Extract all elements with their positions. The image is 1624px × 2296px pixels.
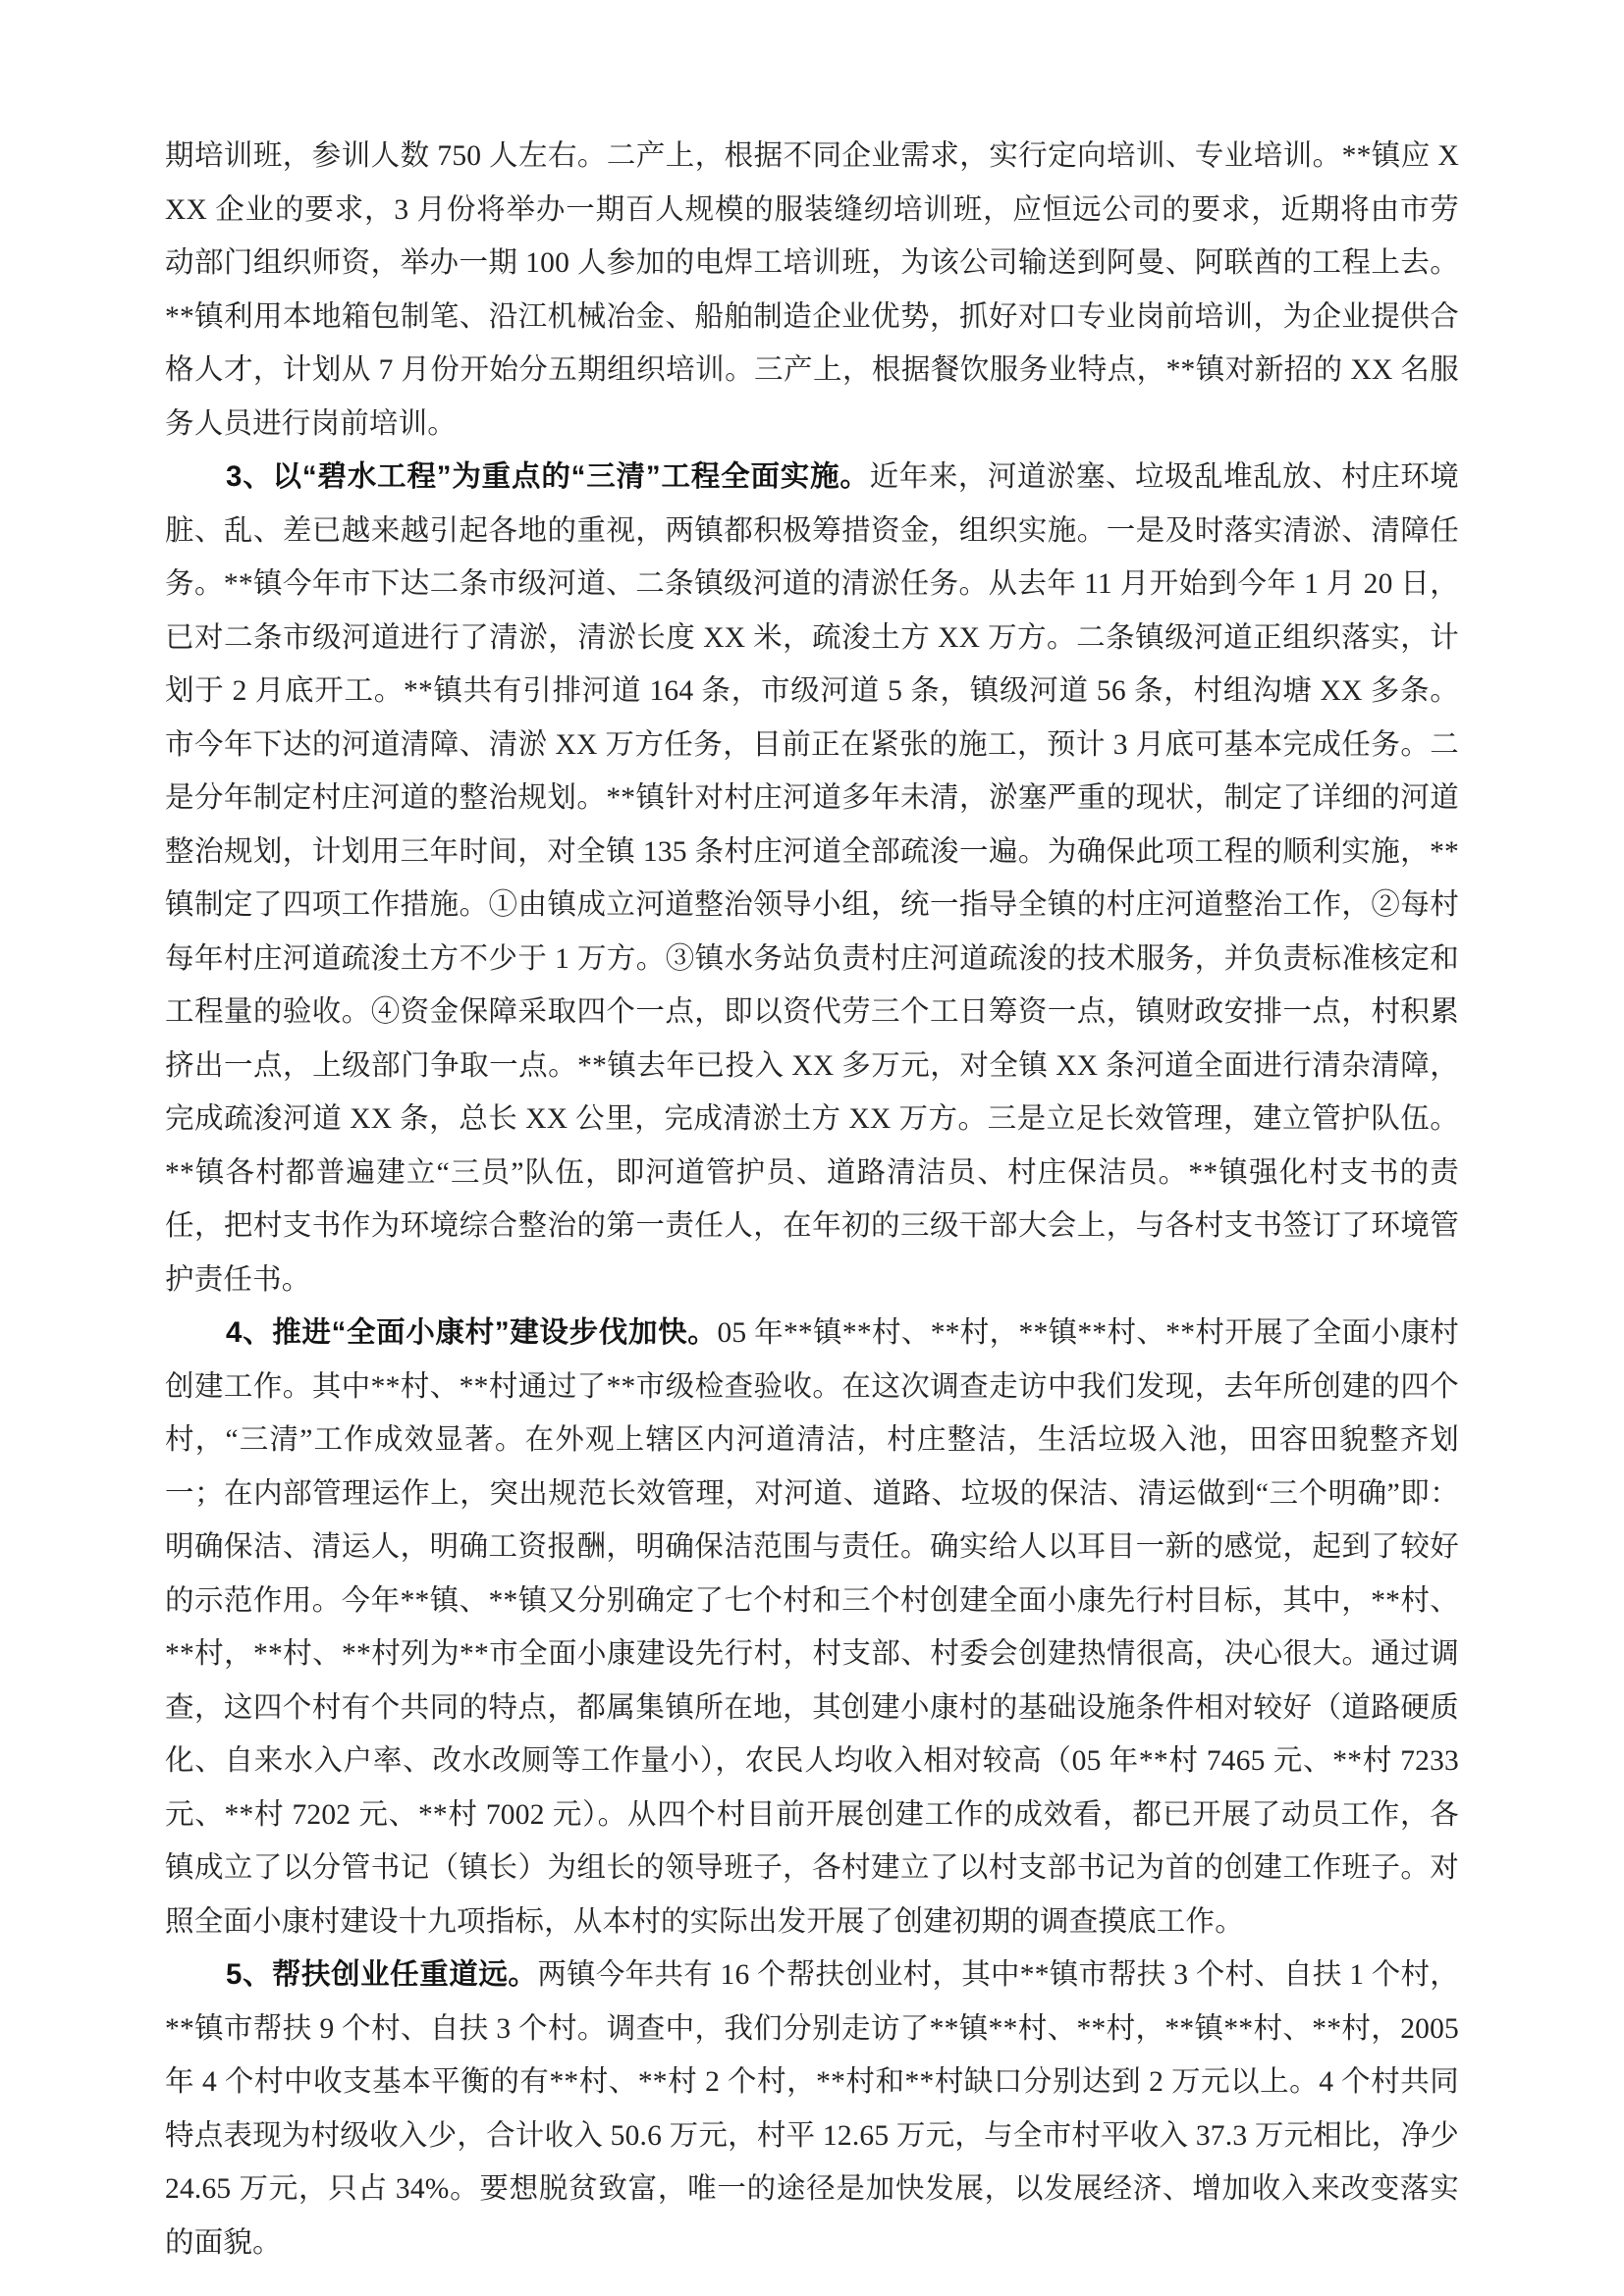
section-heading-5: 5、帮扶创业任重道远。: [226, 1958, 538, 1991]
paragraph-text: 期培训班，参训人数 750 人左右。二产上，根据不同企业需求，实行定向培训、专业培训。**镇应 XXX 企业的要求，3 月份将举办一期百人规模的服装缝纫培训班，应恒远公司的要求，近期将由市劳动部门组织师资，举办一期 100 人参加的电焊工培训班，为该公司输送到阿曼、阿联酋的工程上去。**镇利用本地箱包制笔、沿江机械冶金、船舶制造企业优势，抓好对口专业岗前培训，为企业提供合格人才，计划从 7 月份开始分五期组织培训。三产上，根据餐饮服务业特点，**镇对新招的 XX 名服务人员进行岗前培训。: [165, 140, 1459, 440]
paragraph-text: 两镇今年共有 16 个帮扶创业村，其中**镇市帮扶 3 个村、自扶 1 个村，**镇市帮扶 9 个村、自扶 3 个村。调查中，我们分别走访了**镇**村、**村，**镇**村、**村，2005 年 4 个村中收支基本平衡的有**村、**村 2 个村，**村和**村缺口分别达到 2 万元以上。4 个村共同特点表现为村级收入少，合计收入 50.6 万元，村平 12.65 万元，与全市村平收入 37.3 万元相比，净少 24.65 万元，只占 34%。要想脱贫致富，唯一的途径是加快发展，以发展经济、增加收入来改变落实的面貌。: [165, 1959, 1459, 2259]
paragraph-section-5: [165, 1949, 1459, 2269]
paragraph-section-4: [165, 1307, 1459, 1949]
paragraph-text: 05 年**镇**村、**村，**镇**村、**村开展了全面小康村创建工作。其中**村、**村通过了**市级检查验收。在这次调查走访中我们发现，去年所创建的四个村，“三清”工作成效显著。在外观上辖区内河道清洁，村庄整洁，生活垃圾入池，田容田貌整齐划一；在内部管理运作上，突出规范长效管理，对河道、道路、垃圾的保洁、清运做到“三个明确”即：明确保洁、清运人，明确工资报酬，明确保洁范围与责任。确实给人以耳目一新的感觉，起到了较好的示范作用。今年**镇、**镇又分别确定了七个村和三个村创建全面小康先行村目标，其中，**村、**村，**村、**村列为**市全面小康建设先行村，村支部、村委会创建热情很高，决心很大。通过调查，这四个村有个共同的特点，都属集镇所在地，其创建小康村的基础设施条件相对较好（道路硬质化、自来水入户率、改水改厕等工作量小），农民人均收入相对较高（05 年**村 7465 元、**村 7233 元、**村 7202 元、**村 7002 元）。从四个村目前开展创建工作的成效看，都已开展了动员工作，各镇成立了以分管书记（镇长）为组长的领导班子，各村建立了以村支部书记为首的创建工作班子。对照全面小康村建设十九项指标，从本村的实际出发开展了创建初期的调查摸底工作。: [165, 1317, 1459, 1938]
section-heading-4: 4、推进“全面小康村”建设步伐加快。: [226, 1316, 718, 1349]
paragraph-continuation: [165, 130, 1459, 451]
section-heading-3: 3、以“碧水工程”为重点的“三清”工程全面实施。: [226, 460, 870, 493]
paragraph-section-3: [165, 451, 1459, 1307]
document-body: [165, 130, 1459, 2269]
paragraph-text: 近年来，河道淤塞、垃圾乱堆乱放、村庄环境脏、乱、差已越来越引起各地的重视，两镇都积极筹措资金，组织实施。一是及时落实清淤、清障任务。**镇今年市下达二条市级河道、二条镇级河道的清淤任务。从去年 11 月开始到今年 1 月 20 日，已对二条市级河道进行了清淤，清淤长度 XX 米，疏浚土方 XX 万方。二条镇级河道正组织落实，计划于 2 月底开工。**镇共有引排河道 164 条，市级河道 5 条，镇级河道 56 条，村组沟塘 XX 多条。市今年下达的河道清障、清淤 XX 万方任务，目前正在紧张的施工，预计 3 月底可基本完成任务。二是分年制定村庄河道的整治规划。**镇针对村庄河道多年未清，淤塞严重的现状，制定了详细的河道整治规划，计划用三年时间，对全镇 135 条村庄河道全部疏浚一遍。为确保此项工程的顺利实施，**镇制定了四项工作措施。①由镇成立河道整治领导小组，统一指导全镇的村庄河道整治工作，②每村每年村庄河道疏浚土方不少于 1 万方。③镇水务站负责村庄河道疏浚的技术服务，并负责标准核定和工程量的验收。④资金保障采取四个一点，即以资代劳三个工日筹资一点，镇财政安排一点，村积累挤出一点，上级部门争取一点。**镇去年已投入 XX 多万元，对全镇 XX 条河道全面进行清杂清障，完成疏浚河道 XX 条，总长 XX 公里，完成清淤土方 XX 万方。三是立足长效管理，建立管护队伍。**镇各村都普遍建立“三员”队伍，即河道管护员、道路清洁员、村庄保洁员。**镇强化村支书的责任，把村支书作为环境综合整治的第一责任人，在年初的三级干部大会上，与各村支书签订了环境管护责任书。: [165, 461, 1459, 1296]
